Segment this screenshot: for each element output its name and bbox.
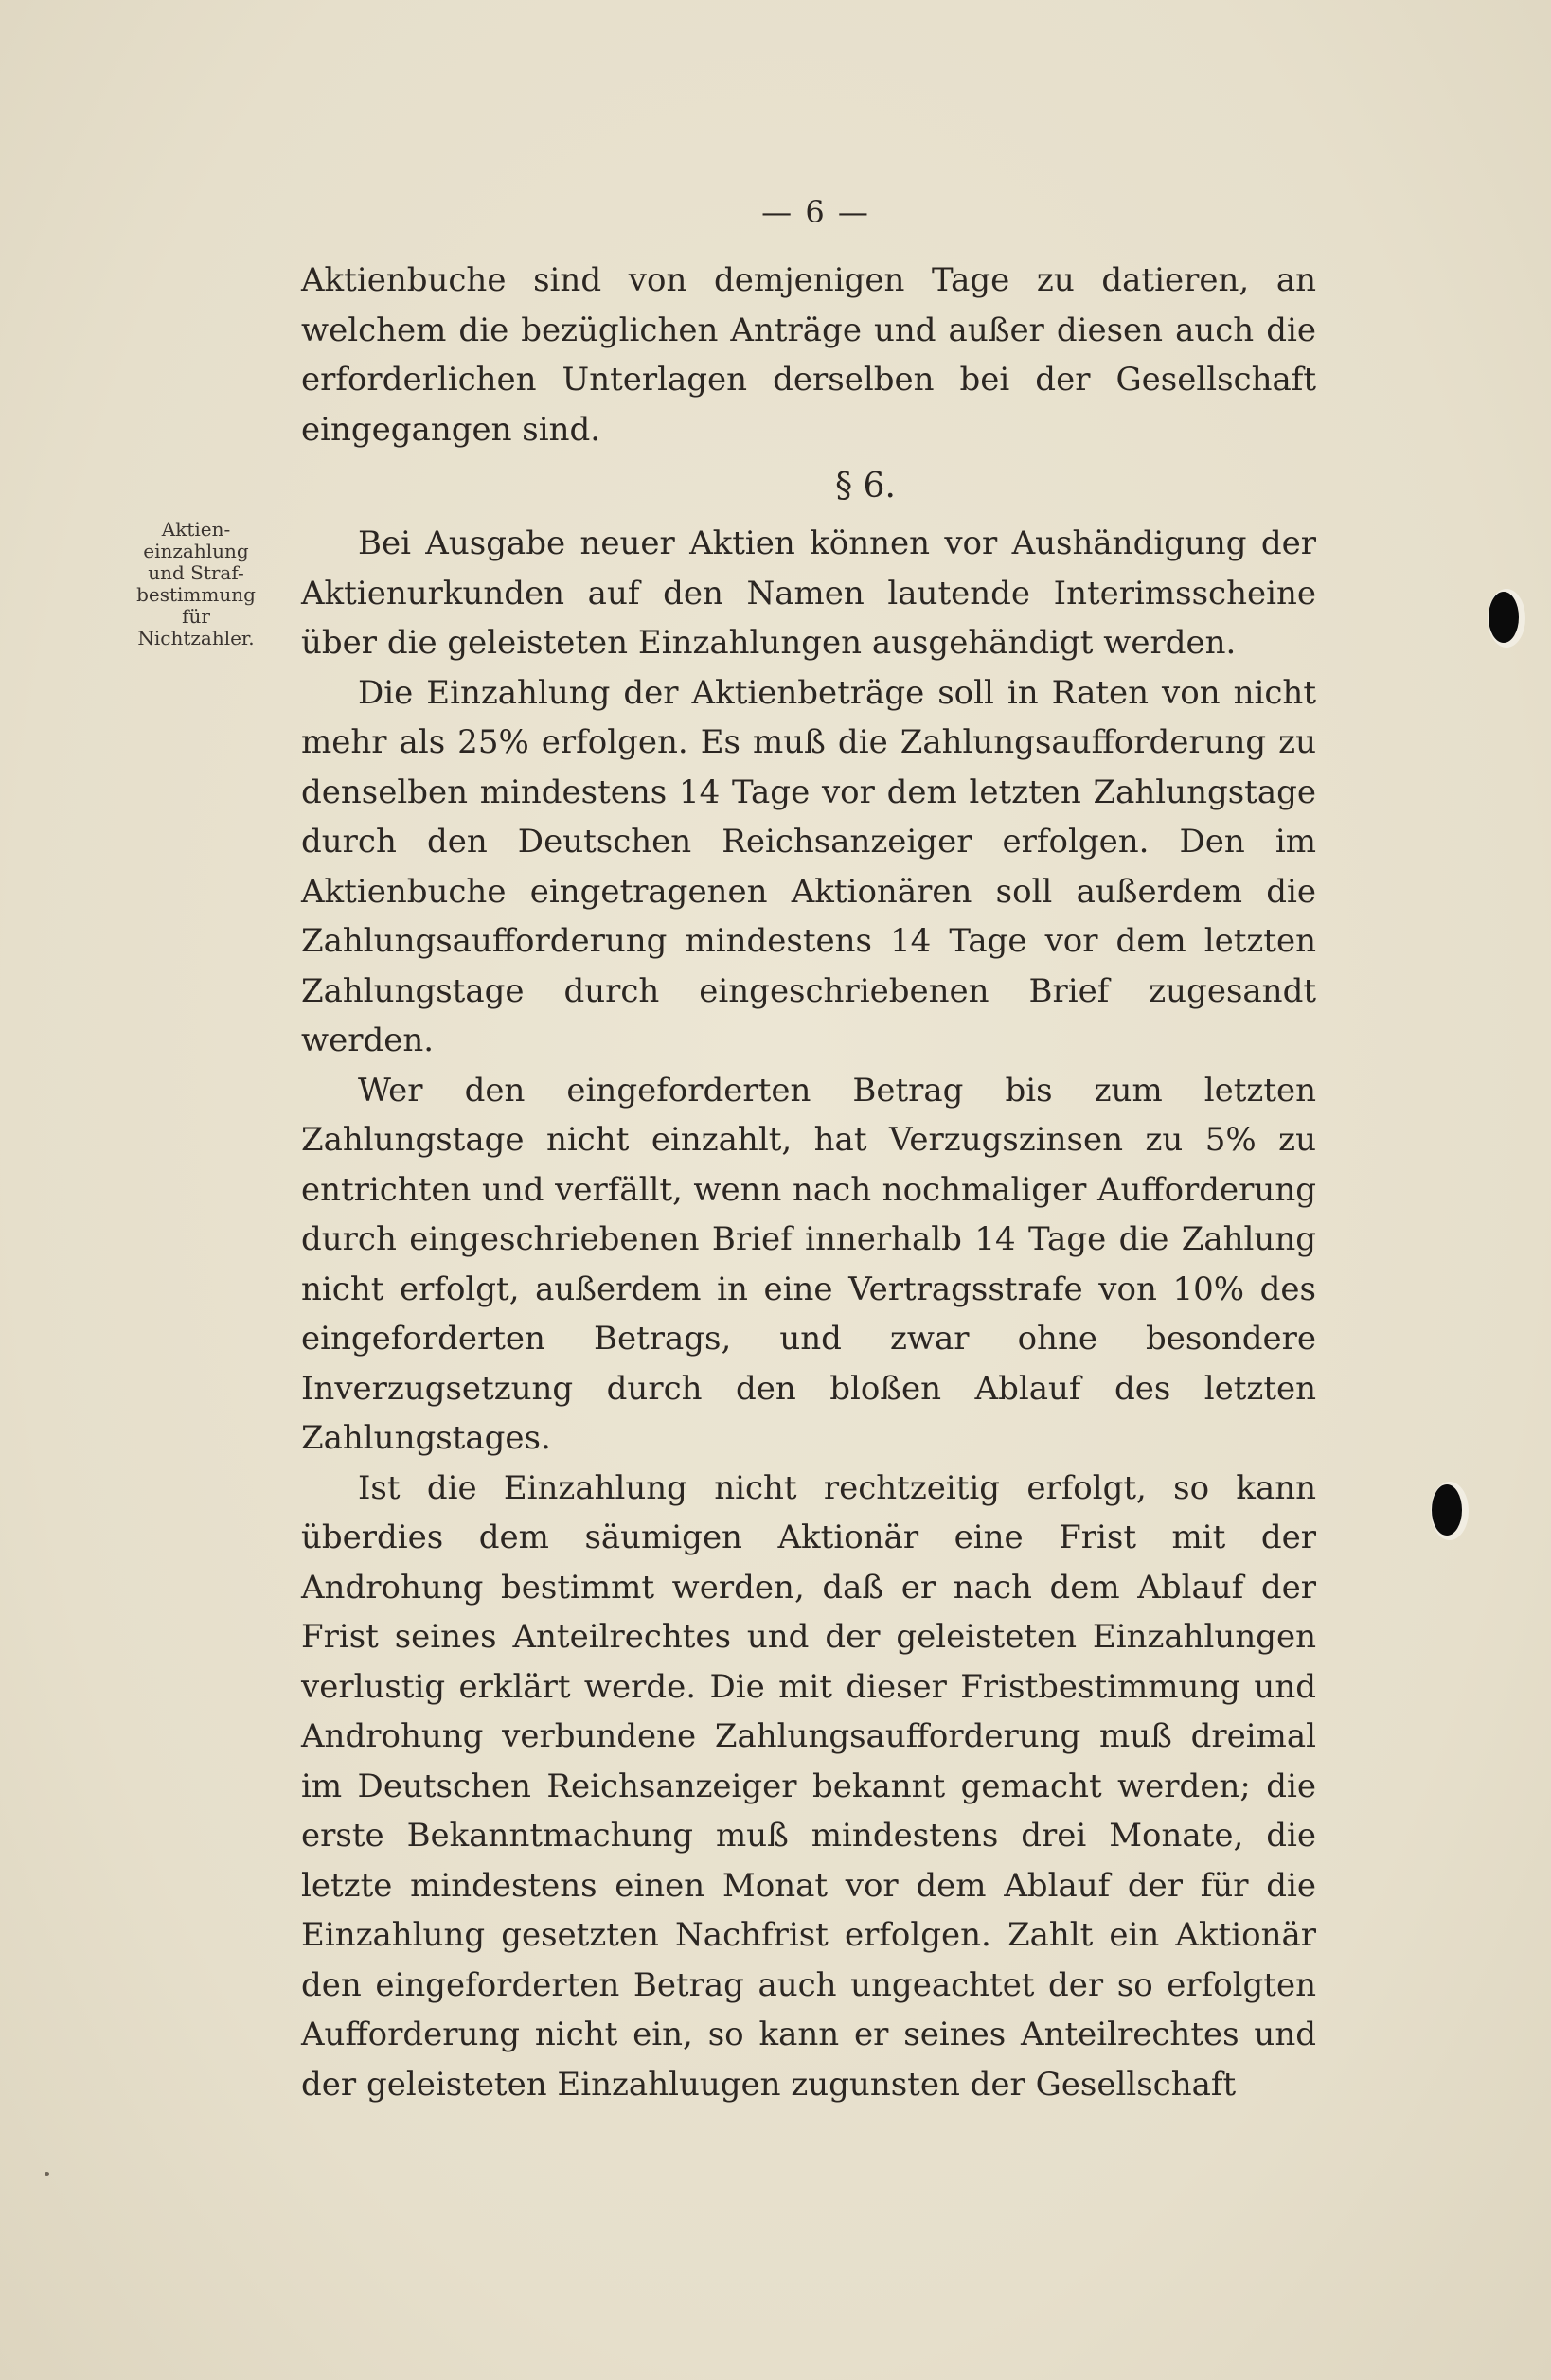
paper-speck (45, 2172, 49, 2176)
paragraph: Ist die Einzahlung nicht rechtzeitig erfolgt, so kann überdies dem säumigen Aktionär eine Frist mit der Androhung bestimmt werden, daß er nach dem Ablauf der Frist seines Anteilrechtes und der geleisteten Einzahlungen verlustig erklärt werde. Die mit dieser Fristbestimmung und Androhung verbundene Zahlungsaufforderung muß dreimal im Deutschen Reichsanzeiger bekannt gemacht werden; die erste Bekanntmachung muß mindestens drei Monate, die letzte mindestens einen Monat vor dem Ablauf der für die Einzahlung gesetzten Nachfrist erfolgen. Zahlt ein Aktionär den eingeforderten Betrag auch ungeachtet der so erfolgten Aufforderung nicht ein, so kann er seines Anteilrechtes und der geleisteten Einzahluugen zugunsten der Gesellschaft (301, 1468, 1316, 2104)
margin-note-line: bestimmung (136, 583, 256, 606)
margin-note-line: und Straf- (148, 561, 244, 584)
margin-note (106, 519, 286, 649)
paragraph-continuation: Aktienbuche sind von demjenigen Tage zu datieren, an welchem die bezüglichen Anträge und außer diesen auch die erforderlichen Unterlagen derselben bei der Gesellschaft eingegangen sind. (301, 261, 1316, 449)
binding-hole-icon (1432, 1484, 1462, 1536)
paragraph: Bei Ausgabe neuer Aktien können vor Aushändigung der Aktienurkunden auf den Namen lautende Interimsscheine über die geleisteten Einzahlungen ausgehändigt werden. (301, 524, 1316, 662)
margin-note-line: Aktien- (161, 518, 231, 541)
margin-note-line: Nichtzahler. (137, 627, 255, 649)
page-number: — 6 — (761, 194, 870, 230)
margin-note-line: für (182, 605, 210, 628)
paragraph: Wer den eingeforderten Betrag bis zum letzten Zahlungstage nicht einzahlt, hat Verzugszinsen zu 5% zu entrichten und verfällt, wenn nach nochmaliger Aufforderung durch eingeschriebenen Brief innerhalb 14 Tage die Zahlung nicht erfolgt, außerdem in eine Vertragsstrafe von 10% des eingeforderten Betrags, und zwar ohne besondere Inverzugsetzung durch den bloßen Ablauf des letzten Zahlungstages. (301, 1071, 1316, 1457)
margin-note-line: einzahlung (143, 540, 249, 562)
binding-hole-icon (1489, 592, 1519, 643)
body-text (301, 256, 1316, 2109)
paragraph: Die Einzahlung der Aktienbeträge soll in Raten von nicht mehr als 25% erfolgen. Es muß die Zahlungsaufforderung zu denselben mindestens 14 Tage vor dem letzten Zahlungstage durch den Deutschen Reichsanzeiger erfolgen. Den im Aktienbuche eingetragenen Aktionären soll außerdem die Zahlungsaufforderung mindestens 14 Tage vor dem letzten Zahlungstage durch eingeschriebenen Brief zugesandt werden. (301, 673, 1316, 1059)
section-heading: § 6. (835, 467, 896, 506)
